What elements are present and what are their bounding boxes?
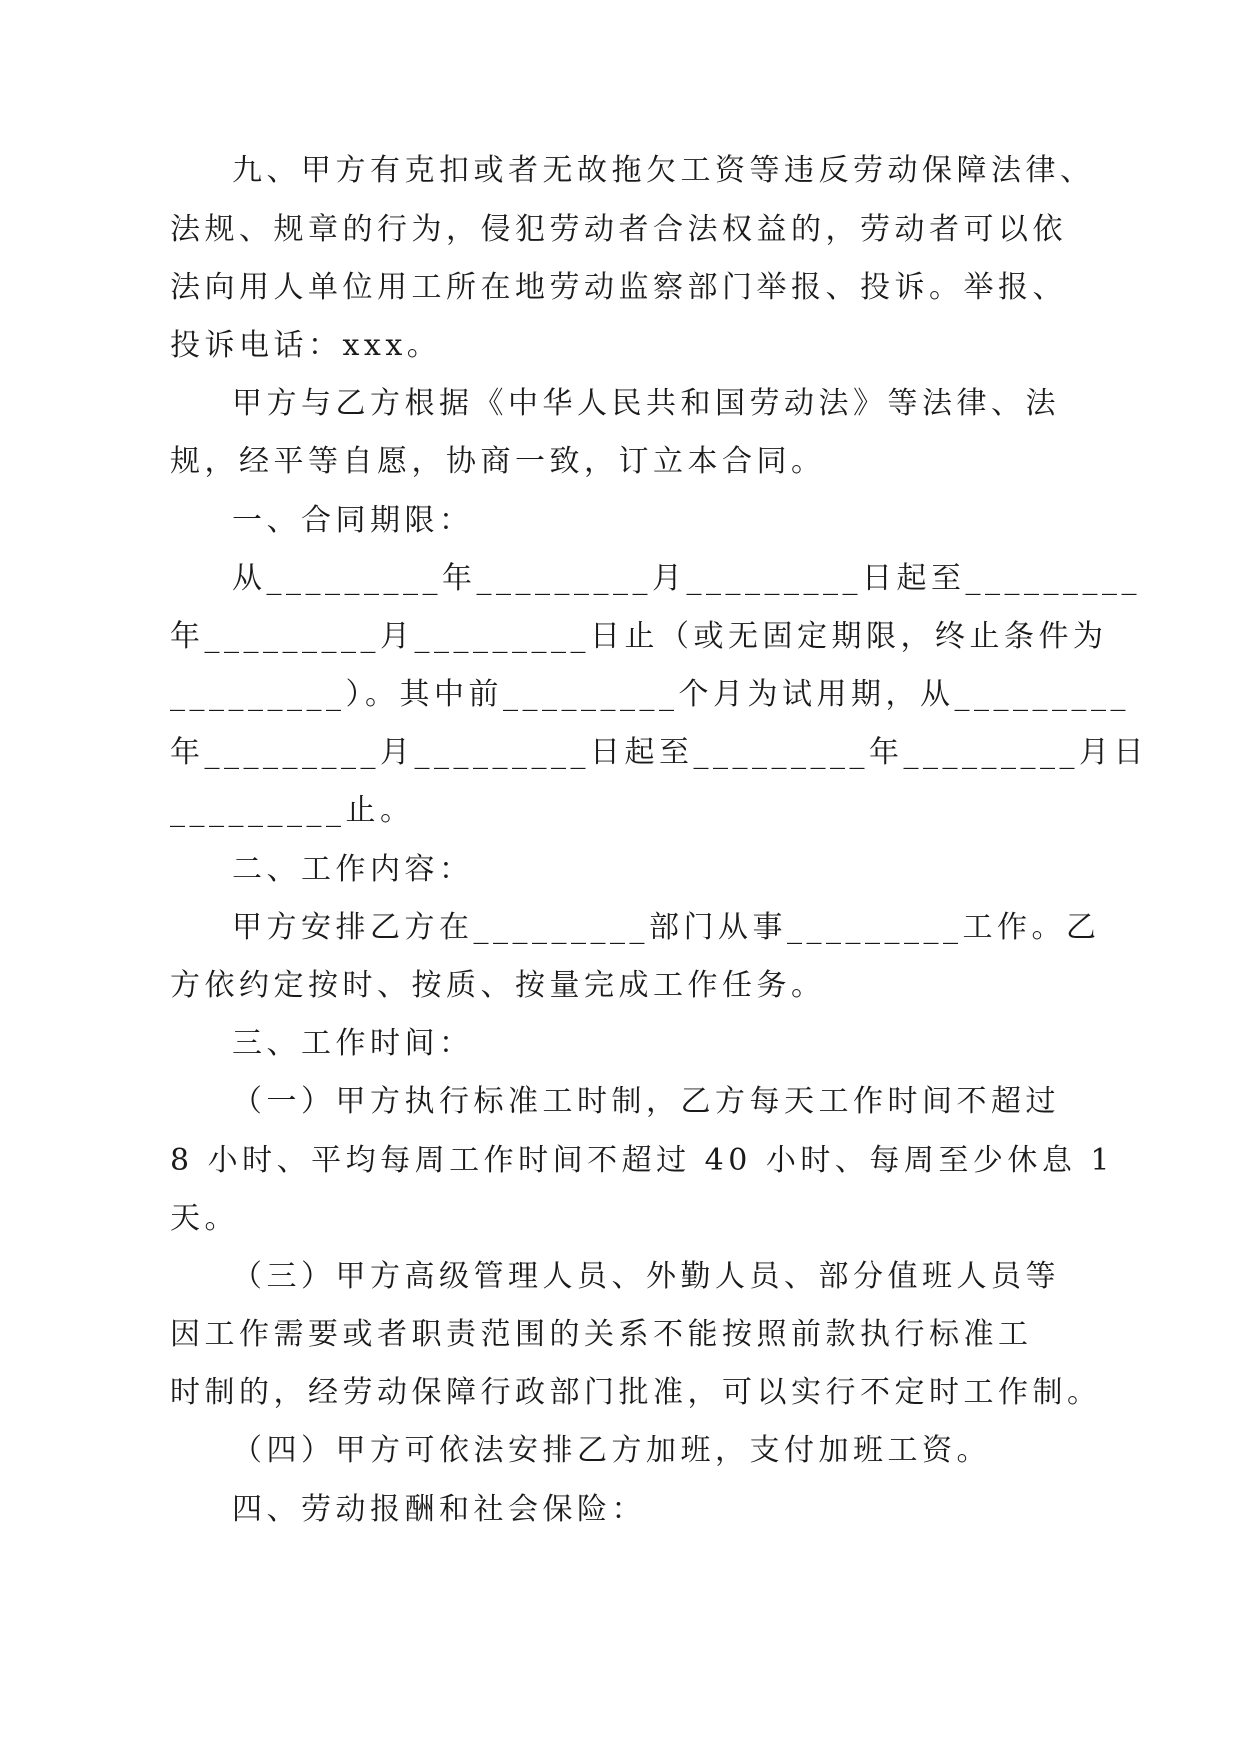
text-line: （一）甲方执行标准工时制，乙方每天工作时间不超过: [232, 1084, 1060, 1119]
text-line: 天。: [170, 1201, 239, 1236]
section-heading: 一、合同期限：: [232, 503, 474, 538]
section-heading: 四、劳动报酬和社会保险：: [232, 1492, 646, 1527]
text-line: 时制的，经劳动保障行政部门批准，可以实行不定时工作制。: [170, 1375, 1102, 1410]
text-line: 法规、规章的行为，侵犯劳动者合法权益的，劳动者可以依: [170, 212, 1067, 247]
text-line: 甲方安排乙方在_________部门从事_________工作。乙: [232, 910, 1101, 945]
text-line: 方依约定按时、按质、按量完成工作任务。: [170, 968, 826, 1003]
text-line: 法向用人单位用工所在地劳动监察部门举报、投诉。举报、: [170, 270, 1067, 305]
section-heading: 二、工作内容：: [232, 852, 474, 887]
text-line: （四）甲方可依法安排乙方加班，支付加班工资。: [232, 1433, 991, 1468]
text-line: （三）甲方高级管理人员、外勤人员、部分值班人员等: [232, 1259, 1060, 1294]
section-heading: 三、工作时间：: [232, 1026, 474, 1061]
text-line: _________）。其中前_________个月为试用期，从_________: [170, 677, 1130, 712]
text-line: 8 小时、平均每周工作时间不超过 40 小时、每周至少休息 1: [170, 1143, 1114, 1178]
text-line: 年_________月_________日止（或无固定期限，终止条件为: [170, 619, 1108, 654]
text-line: _________止。: [170, 793, 415, 828]
text-line: 规，经平等自愿，协商一致，订立本合同。: [170, 444, 826, 479]
text-line: 年_________月_________日起至_________年_________月日: [170, 735, 1148, 770]
text-line: 九、甲方有克扣或者无故拖欠工资等违反劳动保障法律、: [232, 153, 1095, 188]
text-line: 从_________年_________月_________日起至_________: [232, 561, 1141, 596]
text-line: 因工作需要或者职责范围的关系不能按照前款执行标准工: [170, 1317, 1033, 1352]
text-line: 甲方与乙方根据《中华人民共和国劳动法》等法律、法: [232, 386, 1060, 421]
text-line: 投诉电话：xxx。: [170, 328, 442, 363]
